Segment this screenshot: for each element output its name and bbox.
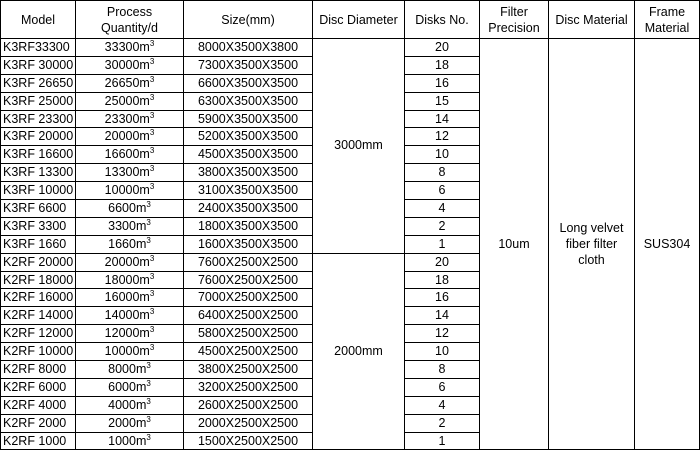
disks-cell: 12 [405,128,480,146]
size-cell: 4500X2500X2500 [184,343,313,361]
model-cell: K3RF33300 [1,39,76,57]
quantity-cell: $10000m^3$ [76,343,184,361]
cubic-unit-exponent: 3 [146,432,151,442]
cubic-unit-exponent: 3 [146,396,151,406]
header-size: Size(mm) [184,1,313,39]
quantity-cell: $4000m^3$ [76,396,184,414]
cubic-unit-exponent: 3 [149,289,155,299]
size-cell: 6300X3500X3500 [184,92,313,110]
model-cell: K2RF 8000 [1,361,76,379]
cubic-unit-exponent: 3 [149,181,155,191]
model-cell: K3RF 6600 [1,200,76,218]
header-model: Model [1,1,76,39]
header-disks: Disks No. [405,1,480,39]
disks-cell: 20 [405,253,480,271]
disks-cell: 10 [405,146,480,164]
quantity-cell: $6000m^3$ [76,378,184,396]
model-cell: K2RF 4000 [1,396,76,414]
disks-cell: 14 [405,110,480,128]
cubic-unit-exponent: 3 [149,146,155,156]
table-body [1,39,700,450]
disks-cell: 16 [405,74,480,92]
quantity-cell: $23300m^3$ [76,110,184,128]
model-cell: K2RF 6000 [1,378,76,396]
disks-cell: 2 [405,217,480,235]
quantity-cell: $6600m^3$ [76,200,184,218]
quantity-cell: $18000m^3$ [76,271,184,289]
quantity-cell: $25000m^3$ [76,92,184,110]
model-cell: K2RF 20000 [1,253,76,271]
disks-cell: 15 [405,92,480,110]
cubic-unit-exponent: 3 [149,307,155,317]
cubic-unit-exponent: 3 [149,74,155,84]
quantity-cell: $33300m^3$ [76,39,184,57]
quantity-cell: $16600m^3$ [76,146,184,164]
size-cell: 2400X3500X3500 [184,200,313,218]
header-diameter: Disc Diameter [313,1,405,39]
quantity-cell: $26650m^3$ [76,74,184,92]
disks-cell: 1 [405,235,480,253]
model-cell: K3RF 1660 [1,235,76,253]
disks-cell: 18 [405,56,480,74]
quantity-cell: $16000m^3$ [76,289,184,307]
cubic-unit-exponent: 3 [149,253,155,263]
model-cell: K3RF 23300 [1,110,76,128]
size-cell: 1600X3500X3500 [184,235,313,253]
disks-cell: 12 [405,325,480,343]
quantity-cell: $8000m^3$ [76,361,184,379]
model-cell: K2RF 12000 [1,325,76,343]
disks-cell: 16 [405,289,480,307]
quantity-cell: $20000m^3$ [76,128,184,146]
size-cell: 6600X3500X3500 [184,74,313,92]
cubic-unit-exponent: 3 [149,342,155,352]
model-cell: K3RF 30000 [1,56,76,74]
cubic-unit-exponent: 3 [149,56,155,66]
size-cell: 4500X3500X3500 [184,146,313,164]
cubic-unit-exponent: 3 [149,92,155,102]
size-cell: 5900X3500X3500 [184,110,313,128]
model-cell: K2RF 18000 [1,271,76,289]
disks-cell: 6 [405,378,480,396]
disks-cell: 2 [405,414,480,432]
k3rf-diameter-cell: 3000mm [313,39,405,254]
size-cell: 2600X2500X2500 [184,396,313,414]
cubic-unit-exponent: 3 [146,414,151,424]
model-cell: K3RF 20000 [1,128,76,146]
model-cell: K3RF 3300 [1,217,76,235]
model-cell: K3RF 10000 [1,182,76,200]
header-material: Disc Material [549,1,635,39]
size-cell: 7600X2500X2500 [184,253,313,271]
size-cell: 7600X2500X2500 [184,271,313,289]
cubic-unit-exponent: 3 [146,378,151,388]
model-cell: K3RF 25000 [1,92,76,110]
model-cell: K2RF 14000 [1,307,76,325]
cubic-unit-exponent: 3 [146,199,151,209]
model-cell: K3RF 16600 [1,146,76,164]
quantity-cell: $30000m^3$ [76,56,184,74]
disks-cell: 4 [405,200,480,218]
k2rf-diameter-cell: 2000mm [313,253,405,450]
disks-cell: 6 [405,182,480,200]
cubic-unit-exponent: 3 [149,271,155,281]
disks-cell: 18 [405,271,480,289]
header-row [1,1,700,39]
disks-cell: 20 [405,39,480,57]
header-precision: Filter Precision [480,1,549,39]
disks-cell: 4 [405,396,480,414]
quantity-cell: $13300m^3$ [76,164,184,182]
size-cell: 2000X2500X2500 [184,414,313,432]
disks-cell: 8 [405,164,480,182]
cubic-unit-exponent: 3 [149,110,155,120]
quantity-cell: $12000m^3$ [76,325,184,343]
model-cell: K3RF 26650 [1,74,76,92]
size-cell: 1800X3500X3500 [184,217,313,235]
disks-cell: 10 [405,343,480,361]
frame-cell: SUS304 [635,39,700,450]
cubic-unit-exponent: 3 [149,325,155,335]
cubic-unit-exponent: 3 [149,128,155,138]
size-cell: 5800X2500X2500 [184,325,313,343]
quantity-cell: $14000m^3$ [76,307,184,325]
cubic-unit-exponent: 3 [146,217,151,227]
material-cell: Long velvet fiber filter cloth [549,39,635,450]
table-row [1,39,700,57]
quantity-cell: $2000m^3$ [76,414,184,432]
cubic-unit-exponent: 3 [146,360,151,370]
cubic-unit-exponent: 3 [146,235,151,245]
size-cell: 3800X2500X2500 [184,361,313,379]
size-cell: 8000X3500X3800 [184,39,313,57]
size-cell: 7300X3500X3500 [184,56,313,74]
size-cell: 7000X2500X2500 [184,289,313,307]
size-cell: 1500X2500X2500 [184,432,313,450]
precision-cell: 10um [480,39,549,450]
quantity-cell: $10000m^3$ [76,182,184,200]
header-frame: Frame Material [635,1,700,39]
cubic-unit-exponent: 3 [149,164,155,174]
size-cell: 6400X2500X2500 [184,307,313,325]
disks-cell: 8 [405,361,480,379]
model-cell: K2RF 16000 [1,289,76,307]
header-quantity: Process Quantity/d [76,1,184,39]
disks-cell: 14 [405,307,480,325]
quantity-cell: $3300m^3$ [76,217,184,235]
model-cell: K2RF 2000 [1,414,76,432]
model-cell: K3RF 13300 [1,164,76,182]
size-cell: 3100X3500X3500 [184,182,313,200]
size-cell: 3800X3500X3500 [184,164,313,182]
quantity-cell: $1660m^3$ [76,235,184,253]
model-cell: K2RF 10000 [1,343,76,361]
cubic-unit-exponent: 3 [149,38,155,48]
quantity-cell: $20000m^3$ [76,253,184,271]
quantity-cell: $1000m^3$ [76,432,184,450]
size-cell: 5200X3500X3500 [184,128,313,146]
model-cell: K2RF 1000 [1,432,76,450]
size-cell: 3200X2500X2500 [184,378,313,396]
disks-cell: 1 [405,432,480,450]
